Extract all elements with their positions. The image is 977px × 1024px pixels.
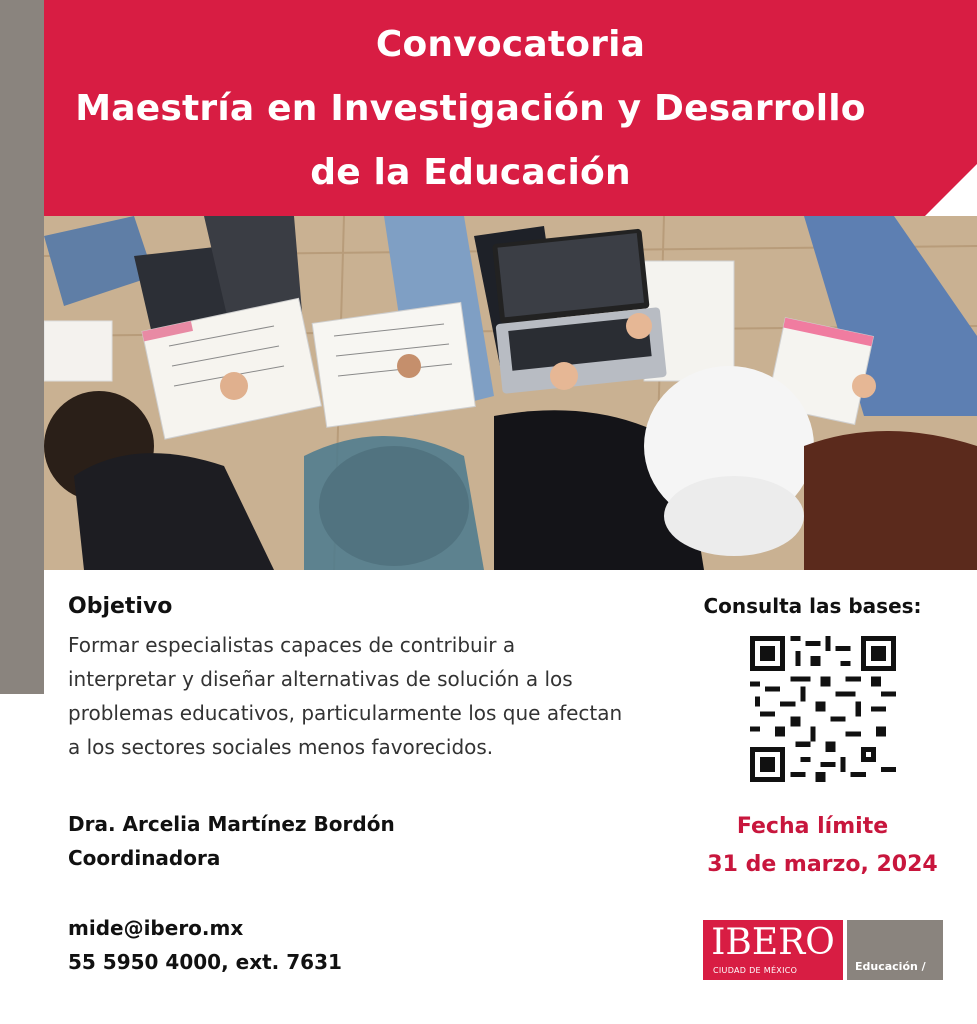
coordinator-name: Dra. Arcelia Martínez Bordón <box>68 812 395 836</box>
title-convocatoria: Convocatoria <box>375 24 646 65</box>
students-photo <box>44 216 977 570</box>
objective-heading: Objetivo <box>68 594 173 619</box>
left-accent-bar <box>0 0 44 694</box>
contact-phone: 55 5950 4000, ext. 7631 <box>68 950 342 974</box>
qr-code-icon[interactable] <box>750 636 896 782</box>
objective-text: Formar especialistas capaces de contribuir a interpretar y diseñar alternativas de solución a los problemas educativos, particularmente los que afectan a los sectores sociales menos favorecidos. <box>68 633 623 759</box>
banner-corner-cut <box>925 164 977 216</box>
deadline-label: Fecha límite <box>736 814 889 839</box>
contact-email[interactable]: mide@ibero.mx <box>68 916 244 940</box>
coordinator-role: Coordinadora <box>68 846 221 870</box>
bases-label: Consulta las bases: <box>703 594 922 618</box>
title-program-end: de la Educación <box>310 152 631 193</box>
logo-city: CIUDAD DE MÉXICO <box>713 966 798 975</box>
deadline-date: 31 de marzo, 2024 <box>707 852 938 877</box>
title-banner <box>44 0 977 216</box>
ibero-logo <box>703 920 943 980</box>
title-program: Maestría en Investigación y Desarrollo <box>75 88 866 129</box>
logo-wordmark: IBERO <box>711 922 835 963</box>
logo-department: Educación / <box>855 960 926 973</box>
